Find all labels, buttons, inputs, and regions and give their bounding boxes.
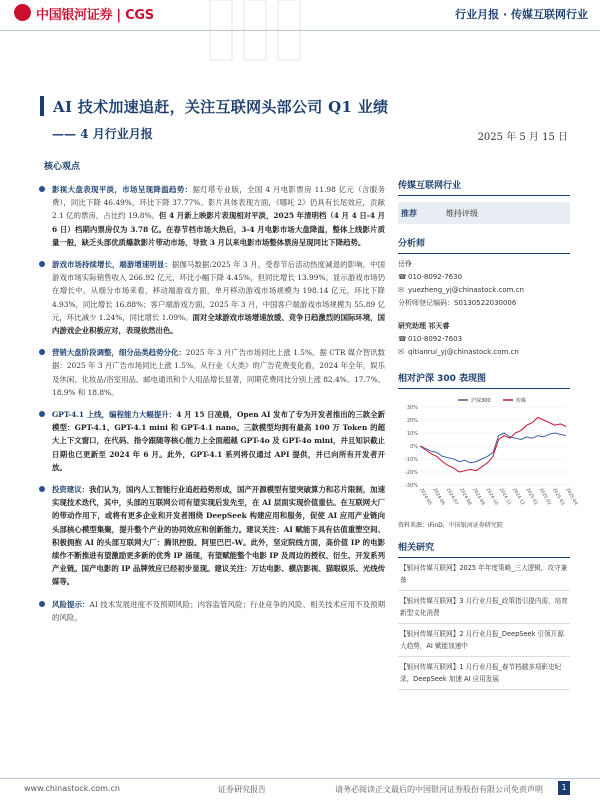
paragraph-lead: 营销大盘阶段调整，细分品类趋势分化：: [52, 348, 186, 358]
paragraph-lead: GPT-4.1 上线，编程能力大幅提升：: [52, 410, 177, 420]
legend-label: 沪深300: [471, 398, 491, 404]
footer-url[interactable]: www.chinastock.com.cn: [24, 784, 120, 793]
paragraph-games: [52, 258, 385, 337]
y-tick-label: 10%: [406, 431, 418, 437]
rating-row: [398, 202, 570, 224]
legend-label: 传媒: [516, 398, 527, 404]
x-tick-label: 2024-09: [471, 487, 486, 507]
chart-source: 资料来源：iFinD，中国银河证券研究院: [398, 522, 503, 529]
brand-logo-icon: [14, 4, 31, 21]
report-date: 2025 年 5 月 15 日: [477, 132, 568, 143]
analyst-heading: 分析师: [398, 239, 426, 249]
paragraph-film: [52, 183, 385, 249]
x-tick-label: 2024-05: [418, 487, 433, 507]
analyst-email[interactable]: yuezheng_yj@chinastock.com.cn: [408, 286, 524, 294]
y-tick-label: 30%: [406, 405, 418, 411]
mail-icon: ✉: [398, 286, 404, 294]
paragraph-risk: [52, 598, 385, 624]
decorative-watermark: [200, 0, 320, 70]
paragraph-gpt: [52, 408, 385, 474]
related-list: [398, 558, 570, 690]
mail-icon: ✉: [398, 348, 404, 356]
industry-name: 传媒互联网行业: [398, 181, 462, 191]
paragraph-bold: 但 4 月新上映影片表现相对平淡，2025 年清明档（4 月 4 日-4 月 6 日）档期内票房仅为 3.78 亿。: [52, 211, 385, 234]
report-category: 行业月报 · 传媒互联网行业: [455, 8, 588, 21]
assistant-heading: 研究助理 祁天睿: [398, 322, 450, 330]
related-item[interactable]: 【银河传媒互联网】1 月行业月报_春节档越多项影史纪录，DeepSeek 加速 AI 应用发展: [398, 657, 570, 690]
assistant-phone: 010-8092-7603: [408, 335, 463, 343]
chart-title: 相对沪深 300 表现图: [398, 374, 487, 384]
series-line: [420, 433, 566, 463]
related-item[interactable]: 【银河传媒互联网】3 月行业月报_政策指引提内需，培育新型文化消费: [398, 591, 570, 624]
paragraph-body: 2025 年 3 月广告市场同比上涨 1.5%。据 CTR 媒介智讯数据：2025 年 3 月广告市场同比上涨 1.5%。从行业《大类》的广告花费变化看，2024 年全年，娱乐及休闲、化妆品/浴室用品、邮电通讯和个人用品增长显著，同期花费同比分别上涨 82.4%、17.7%、18.9% 和 18.8%。: [52, 348, 385, 397]
paragraph-bold: 在春节档市场大热后，3-4 月电影市场大盘降温，整体上线影片质量一般，缺乏头部优质爆款影片带动市场，导致 3 月以来电影市场整体票房呈现同比下降趋势。: [52, 224, 385, 247]
x-tick-label: 2024-06: [431, 487, 446, 507]
rating-label: 推荐: [401, 208, 417, 218]
related-heading: 相关研究: [398, 543, 435, 553]
x-tick-label: 2025-03: [550, 487, 565, 507]
y-tick-label: 20%: [406, 418, 418, 424]
divider: [398, 195, 570, 196]
paragraph-lead: 投资建议：: [52, 485, 89, 495]
x-tick-label: 2024-08: [458, 487, 472, 507]
analyst-phone: 010-8092-7630: [408, 273, 463, 281]
assistant-email[interactable]: qitianrui_yj@chinastock.com.cn: [408, 348, 519, 356]
paragraph-lead: 游戏市场持续增长，端游增速明显：: [52, 260, 172, 270]
analyst-phone-row: [398, 271, 570, 284]
bullet-icon: [39, 186, 45, 192]
bullet-icon: [39, 261, 45, 267]
x-tick-label: 2025-02: [537, 487, 552, 507]
y-tick-label: 0%: [410, 444, 418, 450]
footer-doc-type: 证券研究报告: [218, 785, 266, 794]
relative-performance-chart: [398, 393, 579, 523]
brand-logo-text: 中国银河证券 | CGS: [36, 8, 154, 23]
assistant-email-row: [398, 346, 570, 359]
section-label-core-views: 核心观点: [44, 162, 81, 172]
y-tick-label: -10%: [405, 457, 418, 463]
x-tick-label: 2024-12: [511, 487, 525, 507]
related-item[interactable]: 【银河传媒互联网】2025 年年度策略_三大逻辑，攻守兼备: [398, 558, 570, 591]
footer-divider: [0, 778, 600, 779]
header-divider: [0, 30, 600, 31]
analyst-email-row: [398, 284, 570, 297]
paragraph-body: 我们认为，国内人工智能行业追赶趋势形成，国产开源模型有望突破算力和芯片限制，加速实现技术迭代，其中，头部的互联网公司有望实现后发先至，在 AI 层面实现价值重估。在互联网大厂的带动作用下，或将有更多企业和开发者围绕 DeepSeek 构建应用和服务，促使 AI 应用产业链向头部核心模型集聚，提升整个产业的协同效应和创新能力。建议关注：AI 赋能下具有估值重塑空间、积极拥抱 AI 的头部互联网大厂：腾讯控股、阿里巴巴-W。此外，坚定院线方面，高价值 IP 的电影续作不断推进有望激励更多新的优秀 IP 涌现，有望赋能整个电影 IP 及周边的授权、衍生、开发系列产业链。国产电影的 IP 品牌效应已经初步显现。建议关注：万达电影、横店影视、猫眼娱乐、光线传媒等。: [52, 485, 385, 587]
phone-icon: ☎: [398, 335, 407, 343]
x-tick-label: 2024-10: [484, 487, 499, 507]
x-tick-label: 2025-01: [524, 487, 539, 507]
bullet-icon: [39, 411, 45, 417]
paragraph-lead: 影视大盘表现平淡，市场呈现降温趋势：: [52, 185, 193, 194]
rating-value: 维持评级: [446, 208, 478, 218]
report-subtitle: —— 4 月行业月报: [52, 127, 153, 141]
core-views-body: [52, 183, 385, 633]
divider: [398, 388, 570, 389]
paragraph-marketing: [52, 346, 385, 399]
bullet-icon: [39, 601, 45, 607]
paragraph-investment: [52, 483, 385, 589]
analyst-cert: 分析师登记编码：S0130522030006: [398, 299, 517, 307]
footer-disclaimer: 请务必阅读正文最后的中国银河证券股份有限公司免责声明: [335, 785, 543, 794]
y-tick-label: -20%: [405, 470, 418, 476]
paragraph-body: 4 月 15 日凌晨，Open AI 发布了专为开发者推出的三款全新模型：GPT-4.1、GPT-4.1 mini 和 GPT-4.1 nano。三款模型均拥有最高 100 万 Token 的超大上下文窗口，在代码、指令跟随等核心能力上全面超越 GPT-4o 及 GPT-4o mini，并且知识截止日期也已更新至 2024 年 6 月。此外，GPT-4.1 系列将仅通过 API 提供，并已向所有开发者开放。: [52, 410, 385, 472]
divider: [398, 253, 570, 254]
page-number: 1: [558, 781, 570, 795]
analyst-name: 岳铮: [398, 260, 412, 268]
phone-icon: ☎: [398, 273, 407, 281]
paragraph-body: AI 技术发展进度不及预期风险；内容监管风险；行业竞争的风险、相关技术应用不及预期的风险。: [52, 599, 385, 622]
bullet-icon: [39, 486, 45, 492]
series-line: [420, 417, 566, 472]
paragraph-lead: 风险提示：: [52, 599, 90, 609]
paragraph-body: 据灯塔专业版，全国 4 月电影票房 11.98 亿元（含服务费），同比下降 46.49%，环比下降 37.77%。影片具体表现方面，《哪吒 2》仍具有长尾效应，贡献 2.1 亿的票房，占比约 19.8%。: [52, 185, 385, 221]
x-tick-label: 2024-07: [444, 487, 459, 507]
related-item[interactable]: 【银河传媒互联网】2 月行业月报_DeepSeek 引领开源大趋势，AI 赋能加速中: [398, 624, 570, 657]
x-tick-label: 2024-11: [497, 487, 512, 507]
paragraph-bold: 面对全球游戏市场增速放缓、竞争日趋激烈的国际环境，国内游戏企业积极应对，表现依然出色。: [52, 312, 385, 336]
title-accent-bar: [40, 96, 44, 116]
bullet-icon: [39, 349, 45, 355]
paragraph-body: 据伽马数据:2025 年 3 月，受春节后活动热度减退的影响，中国游戏市场实际销售收入 266.92 亿元，环比小幅下降 4.45%，但同比增长 13.99%。显示游戏市场仍在增长中。从细分市场来看，移动端游戏方面，单月移动游戏市场规模为 198.14 亿元，环比下降 4.93%，同比增长 16.88%；客户端游戏方面，2025 年 3 月，中国客户端游戏市场规模为 55.89 亿元，环比减少 1.24%，同比增长 1.09%。: [52, 260, 385, 322]
chart-svg: [398, 393, 579, 519]
y-tick-label: -30%: [405, 483, 418, 489]
sidebar: [398, 168, 579, 690]
report-title: AI 技术加速追赶，关注互联网头部公司 Q1 业绩: [53, 98, 389, 116]
assistant-phone-row: [398, 333, 570, 346]
x-tick-label: 2025-04: [564, 487, 579, 507]
